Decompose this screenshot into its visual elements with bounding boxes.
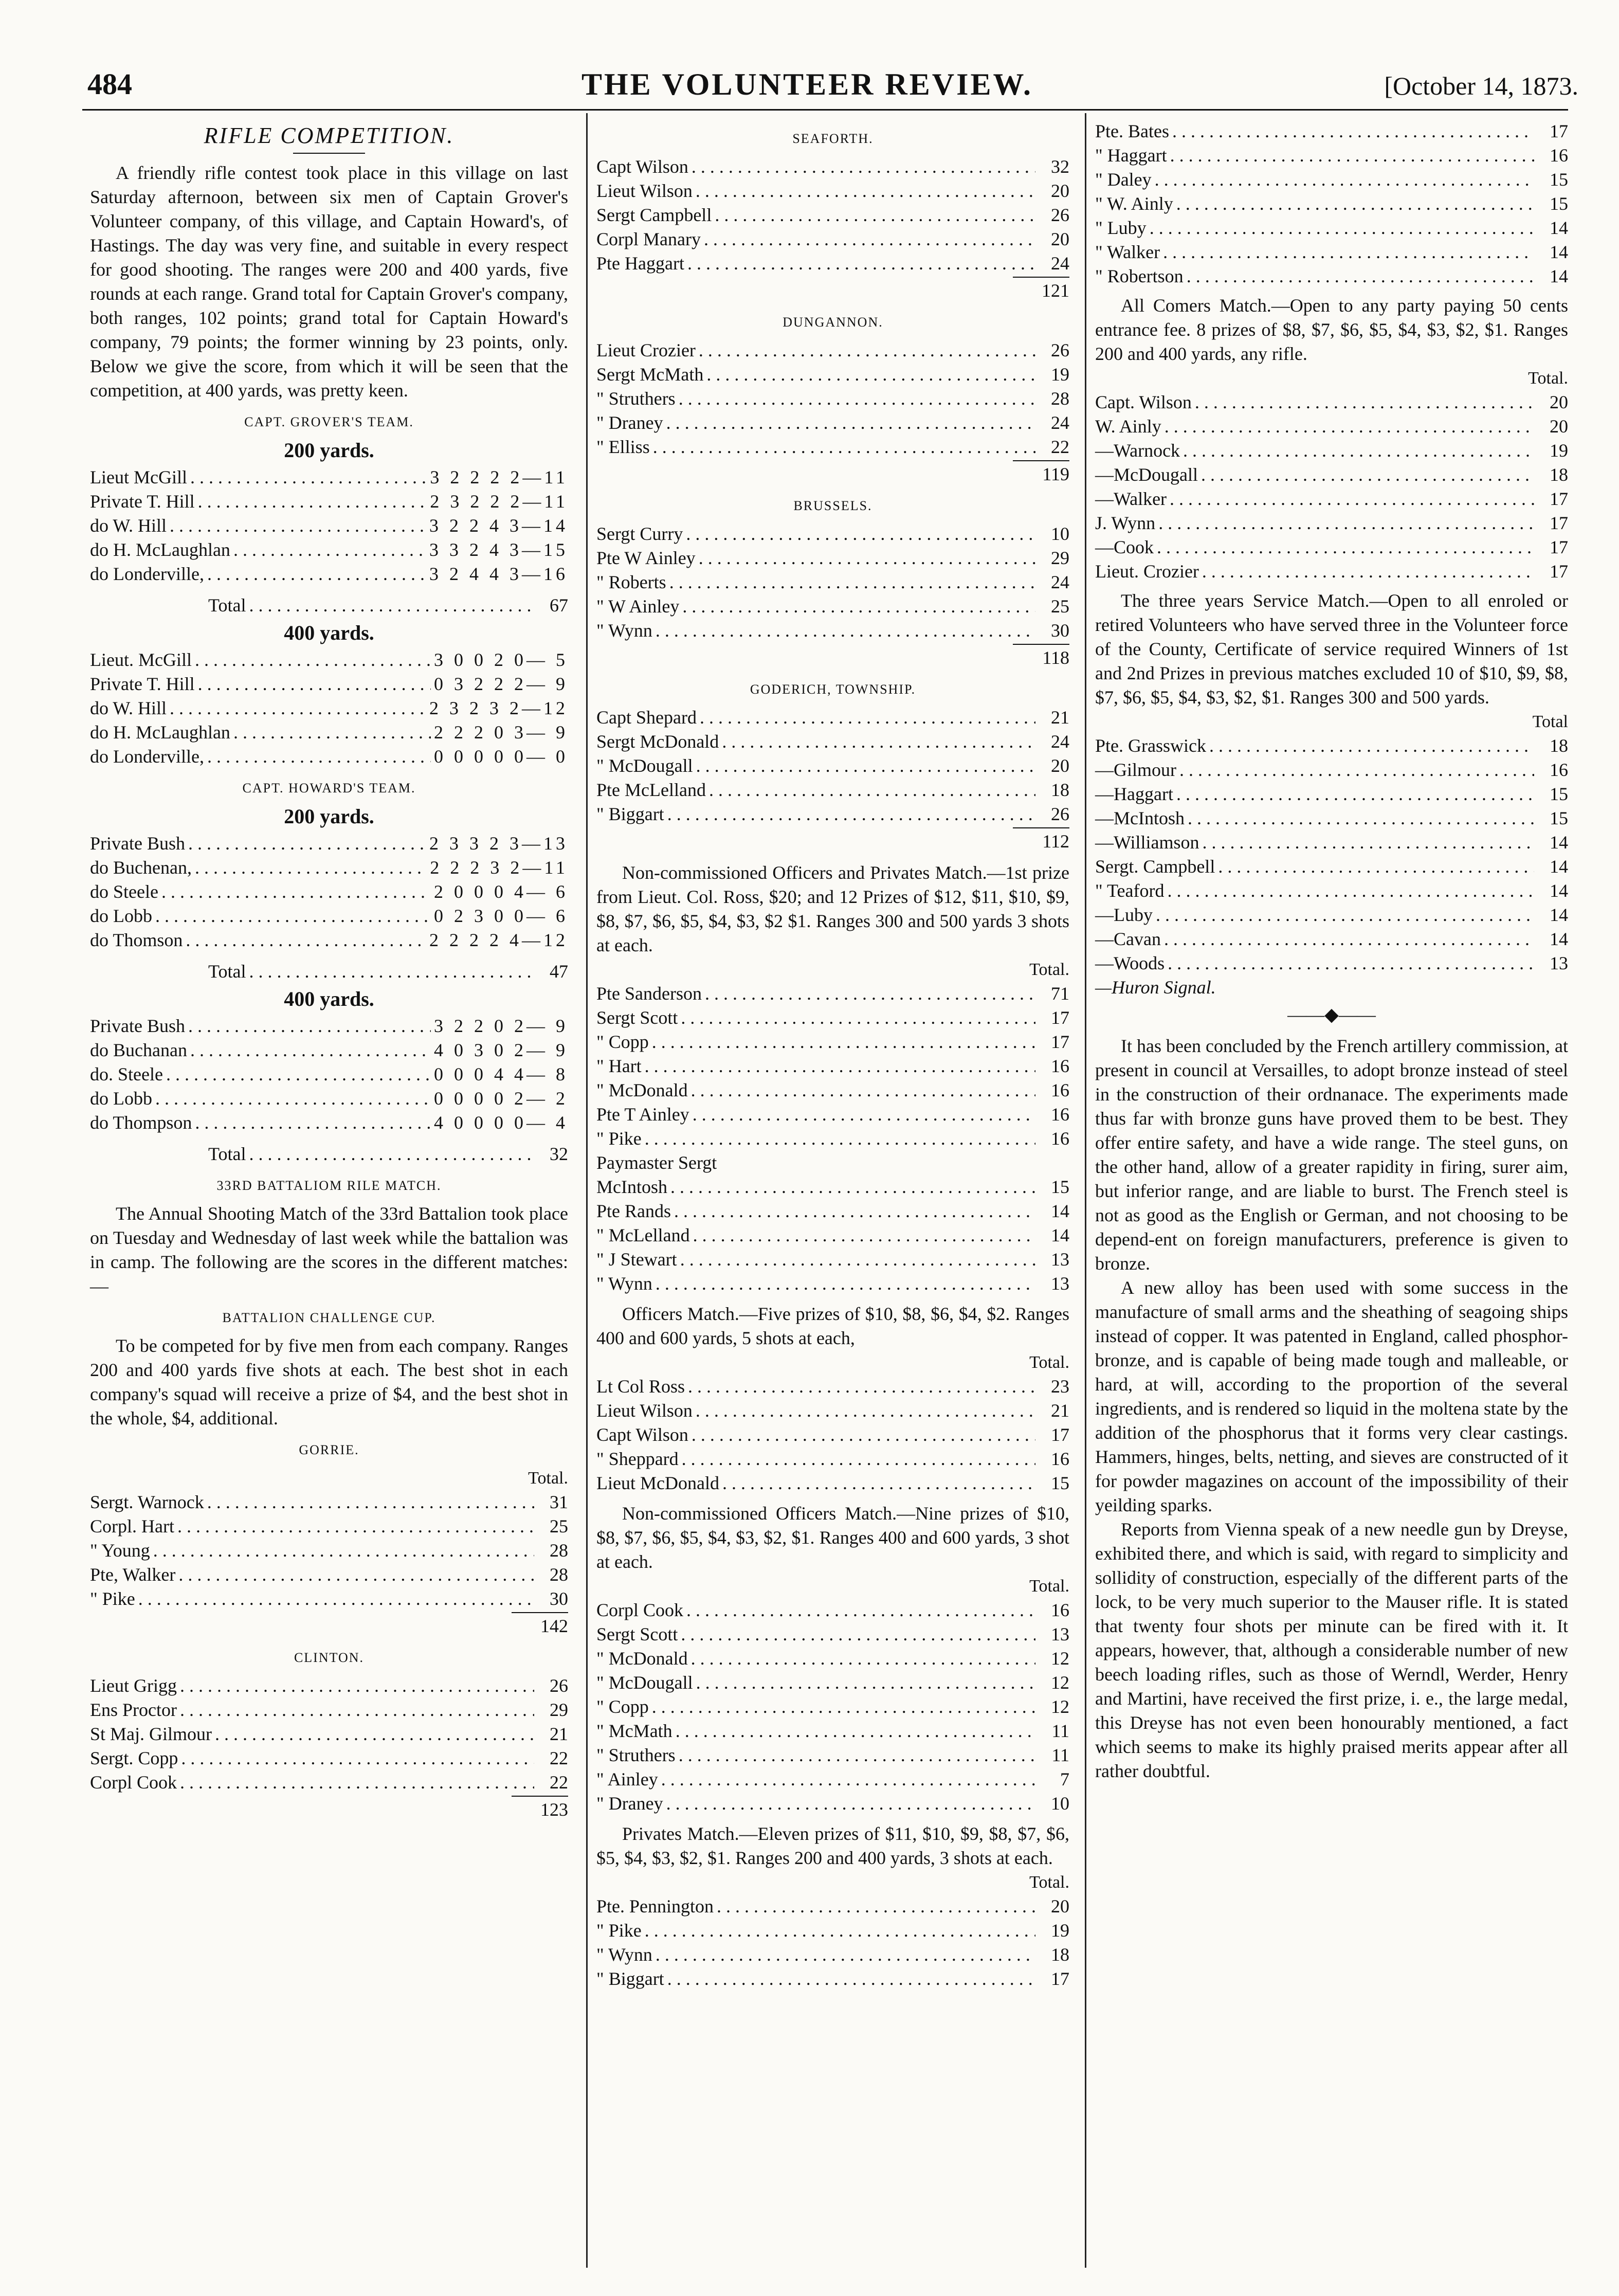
grover-200-list <box>90 465 568 586</box>
gorrie-sum: 142 <box>540 1616 568 1636</box>
list-item: " Struthers . . . 11 <box>596 1743 1069 1767</box>
score-row: do W. Hill . . . 2 3 2 3 2—12 <box>90 696 568 720</box>
list-item: " McDougall . . . 20 <box>596 754 1069 778</box>
list-item: —McIntosh . . . 15 <box>1095 806 1568 830</box>
list-item: Sergt McMath . . . 19 <box>596 363 1069 387</box>
list-item: " Ainley . . . 7 <box>596 1767 1069 1792</box>
masthead <box>21 62 1594 108</box>
list-item: Sergt Campbell . . . 26 <box>596 203 1069 227</box>
list-item: Sergt Scott . . . 13 <box>596 1622 1069 1647</box>
list-item: Lieut Grigg . . . 26 <box>90 1674 568 1698</box>
nco-privates-paragraph: Non-commissioned Officers and Privates Match.—1st prize from Lieut. Col. Ross, $20; and 12 Prizes of $12, $11, $10, $9, $8, $7, $6, $5, $4, $3, $2 $1. Ranges 300 and 500 yards 3 shots at each. <box>596 862 1069 955</box>
list-item: Sergt Scott . . . 17 <box>596 1006 1069 1030</box>
score-row: do Londerville, . . . 0 0 0 0 0— 0 <box>90 745 568 769</box>
list-item: " McLelland . . . 14 <box>596 1223 1069 1248</box>
list-item: Pte Sanderson . . . 71 <box>596 982 1069 1006</box>
list-item: Corpl Cook . . . 22 <box>90 1770 568 1795</box>
list-item: —Luby . . . 14 <box>1095 903 1568 927</box>
nco-match-paragraph: Non-commissioned Officers Match.—Nine prizes of $10, $8, $7, $6, $5, $4, $3, $2, $1. Ranges 400 and 600 yards, 3 shot at each. <box>596 1503 1069 1572</box>
list-item: —McDougall . . . 18 <box>1095 463 1568 487</box>
list-item: " McDonald . . . 12 <box>596 1647 1069 1671</box>
all-comers-paragraph: All Comers Match.—Open to any party paying 50 cents entrance fee. 8 prizes of $8, $7, $6, $5, $4, $3, $2, $1. Ranges 200 and 400 yards, any rifle. <box>1095 295 1568 364</box>
list-item: " Sheppard . . . 16 <box>596 1447 1069 1471</box>
list-item: " Biggart . . . 26 <box>596 802 1069 826</box>
howard-200-list <box>90 831 568 952</box>
list-item: W. Ainly . . . 20 <box>1095 414 1568 439</box>
howard-400-list <box>90 1014 568 1135</box>
list-item: Lieut Crozier . . . 26 <box>596 338 1069 363</box>
list-item: Pte W Ainley . . . 29 <box>596 546 1069 570</box>
goderich-heading: GODERICH, TOWNSHIP. <box>750 682 916 697</box>
officers-list <box>596 1375 1069 1495</box>
list-item: " W. Ainly . . . 15 <box>1095 192 1568 216</box>
list-item: Capt Wilson . . . 17 <box>596 1423 1069 1447</box>
all-comers-list <box>1095 390 1568 584</box>
list-item: " Draney . . . 24 <box>596 411 1069 435</box>
score-row: Private Bush . . . 2 3 3 2 3—13 <box>90 831 568 856</box>
list-item: —Williamson . . . 14 <box>1095 830 1568 855</box>
list-item: Corpl Manary . . . 20 <box>596 227 1069 251</box>
dungannon-list <box>596 338 1069 459</box>
list-item: Pte T Ainley . . . 16 <box>596 1102 1069 1127</box>
list-item: " Struthers . . . 28 <box>596 387 1069 411</box>
list-item: Lieut Wilson . . . 21 <box>596 1399 1069 1423</box>
sum-rule <box>1013 460 1069 461</box>
sum-rule <box>1013 827 1069 828</box>
list-item: " Wynn . . . 30 <box>596 619 1069 643</box>
gorrie-heading: GORRIE. <box>299 1442 359 1457</box>
list-item: " Hart . . . 16 <box>596 1054 1069 1078</box>
vienna-paragraph: Reports from Vienna speak of a new needle gun by Dreyse, exhibited there, and which is said, with regard to simplicity and sollidity of construction, especially of the different parts of the lock, to be very much superior to the Mauser rifle. It is stated that twenty four shots per minute can be fired with it. It appears, however, that, although a considerable number of new beech loading rifles, such as those of Werndl, Werder, Henry and Martini, have received the first prize, i. e., the large medal, this Dreyse has not even been honourably mentioned, a fact which seems to make its highly praised merits appear after all rather doubtful. <box>1095 1519 1568 1781</box>
total-label: Total. <box>528 1469 568 1488</box>
list-item: McIntosh . . . 15 <box>596 1175 1069 1199</box>
list-item: Lieut. Crozier . . . 17 <box>1095 559 1568 584</box>
list-item: " McMath . . . 11 <box>596 1719 1069 1743</box>
list-item: Sergt. Campbell . . . 14 <box>1095 855 1568 879</box>
list-item: " Pike . . . 16 <box>596 1127 1069 1151</box>
list-item: " Walker . . . 14 <box>1095 240 1568 264</box>
dungannon-heading: DUNGANNON. <box>783 315 883 330</box>
list-item: Capt Shepard . . . 21 <box>596 706 1069 730</box>
goderich-sum: 112 <box>1042 831 1069 852</box>
officers-match-paragraph: Officers Match.—Five prizes of $10, $8, $6, $4, $2. Ranges 400 and 600 yards, 5 shots at each, <box>596 1304 1069 1348</box>
howard-200-heading: 200 yards. <box>284 805 374 828</box>
score-row: do H. McLaughlan . . . 2 2 2 0 3— 9 <box>90 720 568 745</box>
list-item: Sergt. Copp . . . 22 <box>90 1746 568 1770</box>
privates-list <box>596 1894 1069 1991</box>
howard-team-heading: CAPT. HOWARD'S TEAM. <box>242 781 416 796</box>
source-credit: —Huron Signal. <box>1095 977 1216 998</box>
column-3 <box>1095 119 1568 1783</box>
nco-list <box>596 1598 1069 1816</box>
howard-400-heading: 400 yards. <box>284 987 374 1010</box>
heading-rule <box>293 153 365 154</box>
score-row: do Lobb . . . 0 0 0 0 2— 2 <box>90 1087 568 1111</box>
list-item: " Wynn . . . 18 <box>596 1943 1069 1967</box>
total-label: Total. <box>1029 1577 1069 1596</box>
list-item: Corpl. Hart . . . 25 <box>90 1514 568 1539</box>
brussels-heading: BRUSSELS. <box>793 498 872 513</box>
list-item: " Pike . . . 19 <box>596 1919 1069 1943</box>
three-years-service-paragraph: The three years Service Match.—Open to all enroled or retired Volunteers who have served three in the Volunteer force of the County, Certificate of service required Winners of 1st and 2nd Prizes in previous matches excluded 10 of $10, $9, $8, $7, $6, $5, $4, $3, $2, $1. Ranges 300 and 500 yards. <box>1095 590 1568 708</box>
list-item: J. Wynn . . . 17 <box>1095 511 1568 535</box>
column-divider-1 <box>586 113 588 2268</box>
score-row: do. Steele . . . 0 0 0 4 4— 8 <box>90 1062 568 1087</box>
score-row: Private T. Hill . . . 0 3 2 2 2— 9 <box>90 672 568 696</box>
list-item: St Maj. Gilmour . . . 21 <box>90 1722 568 1746</box>
score-row: do W. Hill . . . 3 2 2 4 3—14 <box>90 514 568 538</box>
bronze-paragraph: It has been concluded by the French artillery commission, at present in council at Versailles, to adopt bronze instead of steel in the construction of their ordnanace. The experiments made thus far with bronze guns have proved them to be best. They offer entire safety, and have a wide range. The steel guns, on the other hand, allow of a greater rapidity in firing, surer aim, but inferior range, and are liable to burst. The French steel is not as good as the English or German, and not choosing to be depend-ent on foreign manufacturers, preference is given to bronze. <box>1095 1036 1568 1274</box>
newspaper-title: THE VOLUNTEER REVIEW. <box>581 67 1033 101</box>
list-item: " Biggart . . . 17 <box>596 1967 1069 1991</box>
score-row: do Buchenan, . . . 2 2 2 3 2—11 <box>90 856 568 880</box>
list-item: Pte Rands . . . 14 <box>596 1199 1069 1223</box>
score-row: do Thompson . . . 4 0 0 0 0— 4 <box>90 1111 568 1135</box>
brussels-sum: 118 <box>1042 647 1069 668</box>
brussels-list <box>596 522 1069 643</box>
page-number: 484 <box>87 67 132 101</box>
list-item: Pte. Grasswick . . . 18 <box>1095 734 1568 758</box>
column-divider-2 <box>1085 113 1086 2268</box>
score-row: Private Bush . . . 3 2 2 0 2— 9 <box>90 1014 568 1038</box>
challenge-cup-heading: BATTALION CHALLENGE CUP. <box>222 1310 436 1325</box>
list-item: Lieut McDonald . . . 15 <box>596 1471 1069 1495</box>
list-item: Pte, Walker . . . 28 <box>90 1563 568 1587</box>
challenge-cup-paragraph: To be competed for by five men from each company. Ranges 200 and 400 yards five shots at each. The best shot in each company's squad will receive a prize of $4, and the best shot in the whole, $4, additional. <box>90 1335 568 1429</box>
list-item: Lt Col Ross . . . 23 <box>596 1375 1069 1399</box>
seaforth-list <box>596 155 1069 276</box>
score-row: Private T. Hill . . . 2 3 2 2 2—11 <box>90 490 568 514</box>
list-item: —Haggart . . . 15 <box>1095 782 1568 806</box>
seaforth-sum: 121 <box>1042 280 1069 301</box>
score-row: Lieut. McGill . . . 3 0 0 2 0— 5 <box>90 648 568 672</box>
masthead-rule <box>82 109 1568 111</box>
seaforth-heading: SEAFORTH. <box>792 131 874 146</box>
sum-rule <box>1013 277 1069 278</box>
grover-400-list <box>90 648 568 769</box>
list-item: " Copp . . . 17 <box>596 1030 1069 1054</box>
total-row: Total . . . 67 <box>90 593 568 618</box>
column-1 <box>90 119 568 1822</box>
goderich-list <box>596 706 1069 826</box>
score-row: do Lobb . . . 0 2 3 0 0— 6 <box>90 904 568 928</box>
list-item: " W Ainley . . . 25 <box>596 594 1069 619</box>
total-label: Total. <box>1029 1353 1069 1372</box>
list-item: " J Stewart . . . 13 <box>596 1248 1069 1272</box>
list-item: " Daley . . . 15 <box>1095 168 1568 192</box>
score-row: do H. McLaughlan . . . 3 3 2 4 3—15 <box>90 538 568 562</box>
list-item: —Woods . . . 13 <box>1095 951 1568 975</box>
list-item: Capt Wilson . . . 32 <box>596 155 1069 179</box>
list-item: Pte Haggart . . . 24 <box>596 251 1069 276</box>
gorrie-list <box>90 1490 568 1611</box>
list-item: Paymaster Sergt <box>596 1152 717 1173</box>
list-item: " Haggart . . . 16 <box>1095 143 1568 168</box>
dungannon-sum: 119 <box>1042 464 1069 484</box>
list-item: " McDonald . . . 16 <box>596 1078 1069 1102</box>
clinton-heading: CLINTON. <box>294 1650 365 1665</box>
list-item: Pte. Pennington . . . 20 <box>596 1894 1069 1919</box>
list-item: —Gilmour . . . 16 <box>1095 758 1568 782</box>
list-item: " Elliss . . . 22 <box>596 435 1069 459</box>
list-item: " Draney . . . 10 <box>596 1792 1069 1816</box>
grover-400-heading: 400 yards. <box>284 621 374 644</box>
grover-200-heading: 200 yards. <box>284 439 374 462</box>
list-item: Sergt Curry . . . 10 <box>596 522 1069 546</box>
three-years-list <box>1095 734 1568 975</box>
battalion-paragraph: The Annual Shooting Match of the 33rd Battalion took place on Tuesday and Wednesday of last week while the battalion was in camp. The following are the scores in the different matches:— <box>90 1203 568 1296</box>
column-2 <box>596 119 1069 1991</box>
list-item: " Copp . . . 12 <box>596 1695 1069 1719</box>
clinton-list <box>90 1674 568 1795</box>
total-row: Total . . . 47 <box>90 960 568 984</box>
list-item: " Robertson . . . 14 <box>1095 264 1568 288</box>
list-item: —Cavan . . . 14 <box>1095 927 1568 951</box>
list-item: Sergt McDonald . . . 24 <box>596 730 1069 754</box>
clinton-sum: 123 <box>540 1799 568 1820</box>
list-item: " Luby . . . 14 <box>1095 216 1568 240</box>
ornament-divider: ——◆—— <box>1287 1004 1376 1025</box>
list-item: Sergt. Warnock . . . 31 <box>90 1490 568 1514</box>
score-row: do Steele . . . 2 0 0 0 4— 6 <box>90 880 568 904</box>
issue-date: [October 14, 1873. <box>1384 71 1578 100</box>
list-item: " Wynn . . . 13 <box>596 1272 1069 1296</box>
list-item: " Young . . . 28 <box>90 1539 568 1563</box>
total-label: Total. <box>1029 960 1069 979</box>
total-label: Total <box>1532 712 1568 731</box>
score-row: do Buchanan . . . 4 0 3 0 2— 9 <box>90 1038 568 1062</box>
score-row: do Londerville, . . . 3 2 4 4 3—16 <box>90 562 568 586</box>
score-row: Lieut McGill . . . 3 2 2 2 2—11 <box>90 465 568 490</box>
list-item: Capt. Wilson . . . 20 <box>1095 390 1568 414</box>
rifle-paragraph: A friendly rifle contest took place in this village on last Saturday afternoon, between six men of Captain Grover's Volunteer company, of this village, and Captain Howard's, of Hastings. The day was very fine, and suitable in every respect for good shooting. The ranges were 200 and 400 yards, five rounds at each range. Grand total for Captain Grover's company, both ranges, 102 points; grand total for Captain Howard's company, 79 points; the former winning by 23 points, only. Below we give the score, from which it will be seen that the competition, at 400 yards, was pretty keen. <box>90 162 568 401</box>
grover-team-heading: CAPT. GROVER'S TEAM. <box>244 414 414 429</box>
list-item: —Cook . . . 17 <box>1095 535 1568 559</box>
list-item: " Roberts . . . 24 <box>596 570 1069 594</box>
score-row: do Thomson . . . 2 2 2 2 4—12 <box>90 928 568 952</box>
total-label: Total. <box>1528 369 1568 388</box>
privates-match-paragraph: Privates Match.—Eleven prizes of $11, $10, $9, $8, $7, $6, $5, $4, $3, $2, $1. Ranges 200 and 400 yards, 3 shots at each. <box>596 1823 1069 1868</box>
list-item: Pte McLelland . . . 18 <box>596 778 1069 802</box>
list-item: Ens Proctor . . . 29 <box>90 1698 568 1722</box>
sum-rule <box>512 1612 568 1613</box>
list-item: " McDougall . . . 12 <box>596 1671 1069 1695</box>
list-item: Pte. Bates . . . 17 <box>1095 119 1568 143</box>
list-item: —Warnock . . . 19 <box>1095 439 1568 463</box>
list-item: Corpl Cook . . . 16 <box>596 1598 1069 1622</box>
battalion-match-heading: 33RD BATTALIOM RILE MATCH. <box>216 1178 442 1193</box>
total-row: Total . . . 32 <box>90 1142 568 1166</box>
privates-continued-list <box>1095 119 1568 288</box>
sum-rule <box>1013 644 1069 645</box>
list-item: —Walker . . . 17 <box>1095 487 1568 511</box>
alloy-paragraph: A new alloy has been used with some success in the manufacture of small arms and the sheathing of seagoing ships instead of copper. It was patented in England, called phosphor-bronze, and is capable of being made tough and malleable, or hard, at will, according to the proportion of the several ingredients, and is rendered so liquid in the moltena state by the addition of the phosphorus that it forms very clear castings. Hammers, hinges, belts, netting, and sieves are constructed of it for powder magazines on account of the impossibility of their yeilding sparks. <box>1095 1277 1568 1515</box>
article-heading-rifle: RIFLE COMPETITION. <box>204 123 454 148</box>
nco-privates-list <box>596 982 1069 1296</box>
total-label: Total. <box>1029 1873 1069 1892</box>
list-item: " Teaford . . . 14 <box>1095 879 1568 903</box>
sum-rule <box>512 1796 568 1797</box>
list-item: " Pike . . . 30 <box>90 1587 568 1611</box>
list-item: Lieut Wilson . . . 20 <box>596 179 1069 203</box>
